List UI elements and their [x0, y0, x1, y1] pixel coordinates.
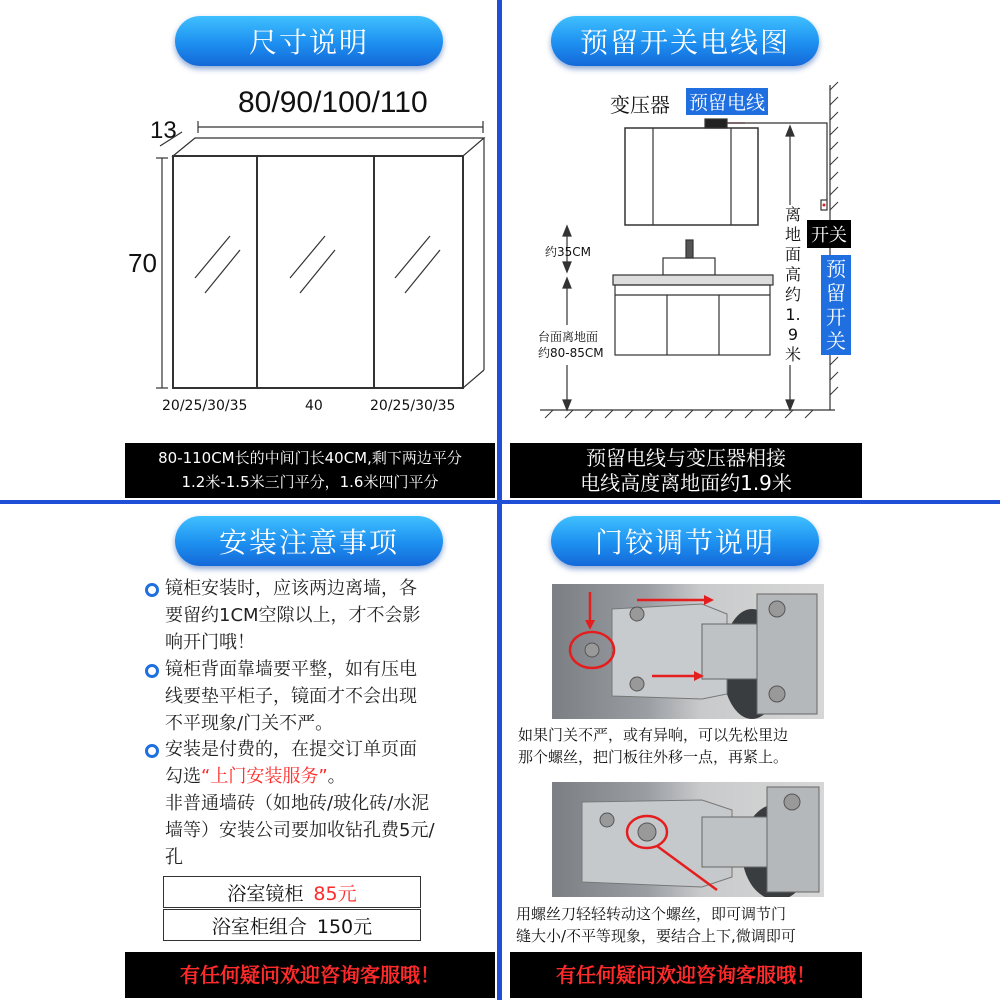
- hinge-drawing-1: [552, 584, 824, 719]
- footer-contact-left: 有任何疑问欢迎咨询客服哦！: [125, 952, 495, 998]
- price1-label: 浴室镜柜: [227, 882, 304, 905]
- reserved-switch-label: 预留开关: [821, 255, 851, 355]
- install-item2-line2: 线要垫平柜子，镜面才不会出现: [165, 686, 417, 707]
- install-item2-line1: 镜柜背面靠墙要平整，如有压电: [165, 659, 417, 680]
- wiring-note: [510, 443, 862, 498]
- bullet-icon: [145, 744, 159, 758]
- counter-height-label: [538, 329, 604, 361]
- left-door-width: 20/25/30/35: [162, 398, 248, 414]
- hinge-caption-2: [516, 903, 796, 947]
- depth-label: 13: [150, 117, 177, 144]
- dimensions-title: 尺寸说明: [175, 16, 443, 66]
- install-title: 安装注意事项: [175, 516, 443, 566]
- install-item2-line3: 不平现象/门关不严。: [165, 713, 334, 734]
- transformer-label: 变压器: [610, 93, 670, 117]
- bullet-icon: [145, 664, 159, 678]
- wiring-title: 预留开关电线图: [551, 16, 819, 66]
- dimensions-note-line1: 80-110CM长的中间门长40CM,剩下两边平分: [158, 449, 462, 467]
- about-35cm-label: 约35CM: [545, 245, 592, 259]
- hinge-caption-1-line1: 如果门关不严，或有异响，可以先松里边: [518, 726, 789, 744]
- right-door-width: 20/25/30/35: [370, 398, 456, 414]
- cabinet-dimension-drawing: [150, 118, 495, 398]
- install-item3-line1: 安装是付费的，在提交订单页面: [165, 739, 417, 760]
- install-item1-line3: 响开门哦！: [165, 632, 255, 653]
- install-item1-line1: 镜柜安装时，应该两边离墙，各: [165, 578, 417, 599]
- price2-value: 150元: [316, 915, 373, 938]
- height-label: 70: [128, 248, 157, 278]
- counter-height-line1: 台面离地面: [538, 330, 599, 344]
- install-item3-line4: 墙等）安装公司要加收钻孔费5元/: [165, 820, 435, 841]
- counter-height-line2: 约80-85CM: [538, 346, 604, 360]
- wiring-note-line1: 预留电线与变压器相接: [586, 446, 786, 470]
- price2-label: 浴室柜组合: [211, 915, 307, 938]
- wiring-note-line2: 电线高度离地面约1.9米: [580, 471, 792, 495]
- bullet-icon: [145, 583, 159, 597]
- middle-door-width: 40: [305, 398, 323, 414]
- hinge-caption-1-line2: 那个螺丝，把门板往外移一点，再紧上。: [518, 748, 789, 766]
- hinge-photo-2: [552, 782, 824, 897]
- dimensions-note: [125, 443, 495, 498]
- hinge-caption-2-line2: 缝大小/不平等现象，要结合上下,微调即可: [516, 927, 796, 945]
- install-item3-line3: 非普通墙砖（如地砖/玻化砖/水泥: [165, 793, 430, 814]
- width-label: 80/90/100/110: [238, 86, 428, 119]
- price1-value: 85元: [313, 882, 357, 905]
- hinge-caption-1: [518, 724, 788, 768]
- horizontal-divider: [0, 500, 1000, 504]
- hinge-caption-2-line1: 用螺丝刀轻轻转动这个螺丝，即可调节门: [516, 905, 787, 923]
- install-item3-prefix: 勾选: [165, 766, 201, 787]
- footer-contact-right: 有任何疑问欢迎咨询客服哦！: [510, 952, 862, 998]
- height-note: 离地面高约1.9米: [782, 205, 804, 365]
- install-item3-line2: [165, 764, 346, 790]
- install-item3-line5: 孔: [165, 847, 183, 868]
- price-mirror-cabinet: [163, 876, 421, 908]
- install-item3-suffix: 。: [327, 766, 346, 787]
- dimensions-note-line2: 1.2米-1.5米三门平分，1.6米四门平分: [181, 473, 439, 491]
- hinge-drawing-2: [552, 782, 824, 897]
- onsite-install-service: “上门安装服务”: [201, 766, 328, 787]
- price-cabinet-combo: [163, 909, 421, 941]
- hinge-photo-1: [552, 584, 824, 719]
- install-item1-line2: 要留约1CM空隙以上，才不会影: [165, 605, 421, 626]
- hinge-title: 门铰调节说明: [551, 516, 819, 566]
- switch-label: 开关: [807, 220, 851, 248]
- reserved-wire-label: 预留电线: [686, 88, 768, 115]
